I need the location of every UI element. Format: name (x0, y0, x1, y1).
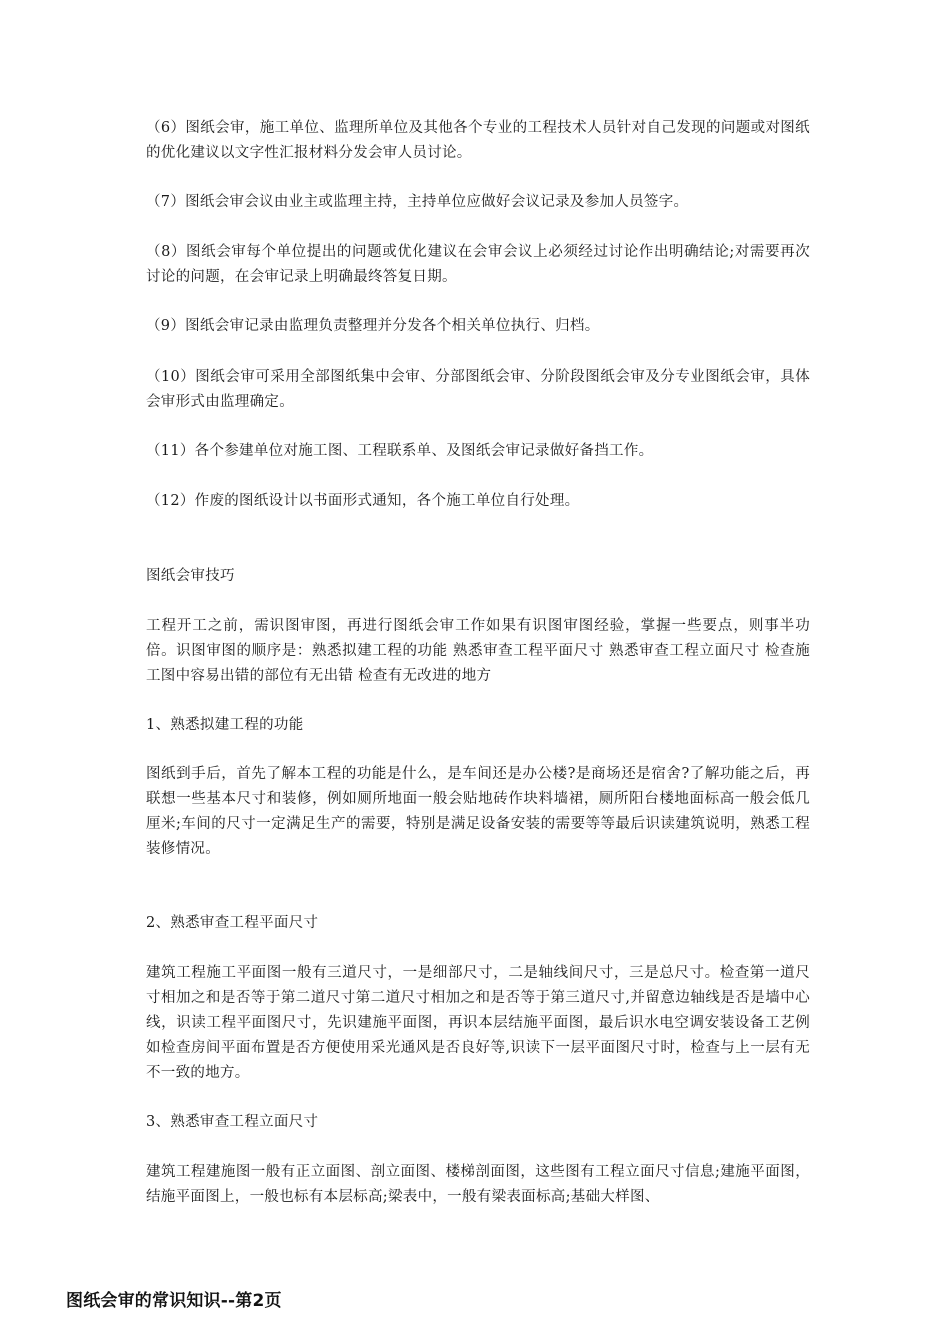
section-heading-2: 2、熟悉审查工程平面尺寸 (146, 915, 319, 931)
paragraph-item-10: （10）图纸会审可采用全部图纸集中会审、分部图纸会审、分阶段图纸会审及分专业图纸会审，具体会审形式由监理确定。 (146, 369, 810, 410)
paragraph-item-11: （11）各个参建单位对施工图、工程联系单、及图纸会审记录做好备挡工作。 (146, 443, 654, 459)
paragraph-item-12: （12）作废的图纸设计以书面形式通知，各个施工单位自行处理。 (146, 493, 580, 509)
section-heading-tips: 图纸会审技巧 (146, 568, 235, 584)
paragraph-item-6: （6）图纸会审，施工单位、监理所单位及其他各个专业的工程技术人员针对自己发现的问题或对图纸的优化建议以文字性汇报材料分发会审人员讨论。 (146, 120, 810, 161)
paragraph-item-7: （7）图纸会审会议由业主或监理主持，主持单位应做好会议记录及参加人员签字。 (146, 194, 689, 210)
paragraph-item-9: （9）图纸会审记录由监理负责整理并分发各个相关单位执行、归档。 (146, 318, 600, 334)
paragraph-item-8: （8）图纸会审每个单位提出的问题或优化建议在会审会议上必须经过讨论作出明确结论;对需要再次讨论的问题，在会审记录上明确最终答复日期。 (146, 244, 810, 285)
section-heading-1: 1、熟悉拟建工程的功能 (146, 717, 304, 733)
page-footer: 图纸会审的常识知识--第2页 (66, 1291, 282, 1311)
paragraph-section-2: 建筑工程施工平面图一般有三道尺寸，一是细部尺寸，二是轴线间尺寸，三是总尺寸。检查第一道尺寸相加之和是否等于第二道尺寸第二道尺寸相加之和是否等于第三道尺寸,并留意边轴线是否是墙中心线，识读工程平面图尺寸，先识建施平面图，再识本层结施平面图，最后识水电空调安装设备工艺例如检查房间平面布置是否方便使用采光通风是否良好等,识读下一层平面图尺寸时，检查与上一层有无不一致的地方。 (146, 965, 810, 1081)
section-heading-3: 3、熟悉审查工程立面尺寸 (146, 1114, 319, 1130)
paragraph-section-3: 建筑工程建施图一般有正立面图、剖立面图、楼梯剖面图，这些图有工程立面尺寸信息;建施平面图，结施平面图上，一般也标有本层标高;梁表中，一般有梁表面标高;基础大样图、 (146, 1164, 810, 1205)
paragraph-section-1: 图纸到手后，首先了解本工程的功能是什么，是车间还是办公楼?是商场还是宿舍?了解功能之后，再联想一些基本尺寸和装修，例如厕所地面一般会贴地砖作块料墙裙，厕所阳台楼地面标高一般会低几厘米;车间的尺寸一定满足生产的需要，特别是满足设备安装的需要等等最后识读建筑说明，熟悉工程装修情况。 (146, 766, 810, 857)
paragraph-intro: 工程开工之前，需识图审图，再进行图纸会审工作如果有识图审图经验，掌握一些要点，则事半功倍。识图审图的顺序是：熟悉拟建工程的功能 熟悉审查工程平面尺寸 熟悉审查工程立面尺寸 检查施工图中容易出错的部位有无出错 检查有无改进的地方 (146, 618, 810, 684)
